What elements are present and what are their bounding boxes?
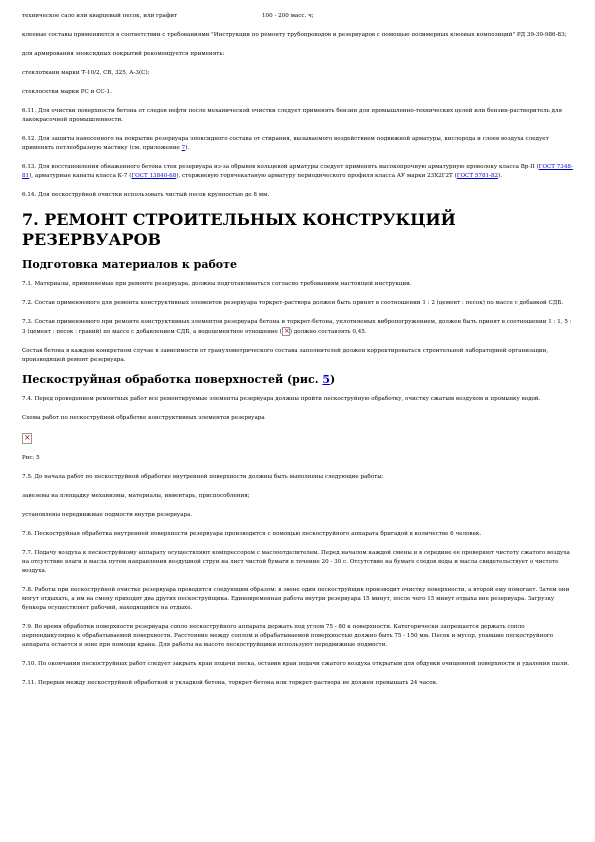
subsection-title-sandblasting (22, 373, 575, 387)
text: ) (330, 373, 336, 386)
paragraph-7-6: 7.6. Пескоструйная обработка внутренней поверхности резервуара производится с помощью пескоструйного аппарата бригадой в количестве 6 человек. (22, 531, 482, 537)
gost-link-5781[interactable]: ГОСТ 5781-82 (456, 173, 499, 179)
paragraph-7-1: 7.1. Материалы, применяемые при ремонте резервуара, должны подготавливаться согласно требованиям настоящей инструкции. (22, 281, 412, 287)
broken-image-icon (282, 327, 290, 336)
appendix-link[interactable]: 7 (181, 145, 186, 151)
paragraph-7-8: 7.8. Работы при пескоструйной очистке резервуара проводятся следующим образом: в звене один пескоструйщик производит очистку поверхности, а второй ему помогает. Затем они могут отдыхать, а им на смену приходят два других пескоструйщика. Единовременная работа внутри резервуара 15 минут, после чего 15 минут отдыха вне резервуара. Загрузку бункера осуществляет рабочий, находящийся на отдыхе. (22, 587, 570, 611)
paragraph-7-10: 7.10. По окончании пескоструйных работ следует закрыть кран подачи песка, оставив кран подачи сжатого воздуха открытым для обдувки очищенной поверхности и удаления пыли. (22, 661, 570, 667)
text: ). (185, 145, 190, 151)
text: ), стержневую горячекатаную арматуру периодического профиля класса АУ марки 23Х2Г2Т ( (176, 173, 457, 179)
gost-link-7348[interactable]: ГОСТ 7348-81 (22, 164, 573, 179)
figure-link[interactable]: 5 (322, 373, 331, 386)
section-title: 7. РЕМОНТ СТРОИТЕЛЬНЫХ КОНСТРУКЦИЙ РЕЗЕРВУАРОВ (22, 210, 456, 249)
gost-link-13840[interactable]: ГОСТ 13840-68 (131, 173, 177, 179)
paragraph: клеевые составы применяются в соответствии с требованиями "Инструкции по ремонту трубопроводов и резервуаров с помощью полимерных клеевых композиций" РД 39-30-986-83; (22, 32, 567, 38)
figure-caption: Рис. 5 (22, 455, 40, 461)
paragraph-7-4: 7.4. Перед проведением ремонтных работ все ремонтируемые элементы резервуара должны пройти пескоструйную обработку, очистку сжатым воздухом и промывку водой. (22, 396, 541, 402)
paragraph: стеклосетки марки РС и СС-1. (22, 89, 112, 95)
text: ) должно составлять 0,45. (289, 329, 367, 335)
paragraph-7-2: 7.2. Состав применяемого для ремонта конструктивных элементов резервуара торкрет-раствора должен быть принят в соотношении 1 : 2 (цемент : песок) по массе с добавкой СДБ. (22, 300, 564, 306)
paragraph: стеклоткани марки Т-10/2, СВ, 325, А-3(С); (22, 70, 150, 76)
paragraph-7-3-note: Состав бетона в каждом конкретном случае в зависимости от гранулометрического состава заполнителей должен корректироваться строительной лабораторией организации, производящей ремонт резервуара. (22, 348, 549, 363)
paragraph-7-7: 7.7. Подачу воздуха к пескоструйному аппарату осуществляют компрессором с маслоотделителем. Перед началом каждой смены и в середине ее проверяют чистоту сжатого воздуха на отсутствие влаги и масла путем направления воздушной струи на лист чистой бумаги в течение 20 - 30 с. Отсутствие на бумаге следов воды и масла свидетельствует о чистоте воздуха. (22, 550, 570, 574)
paragraph: для армирования эпоксидных покрытий рекомендуется применять: (22, 51, 225, 57)
material-value: 100 - 200 масс. ч; (262, 13, 314, 19)
scheme-caption: Схема работ по пескоструйной обработке конструктивных элементов резервуара (22, 415, 265, 421)
subsection-title-materials: Подготовка материалов к работе (22, 258, 237, 271)
text: ). (498, 173, 503, 179)
paragraph-7-9: 7.9. Во время обработки поверхности резервуара сопло пескоструйного аппарата держать под углом 75 - 80 к поверхности. Категорически запрещается держать сопло перпендикулярно к обрабатываемой поверхности. Расстояние между соплом и обрабатываемой поверхностью должно быть 75 - 150 мм. Песок и мусор, упавшие пескоструйного аппарата остается в зоне при помощи крана. Для работы на высоте пескоструйщики используют передвижные подмости. (22, 624, 554, 648)
material-label: техническое сало или кварцевый песок, или графит (22, 13, 178, 19)
paragraph-6-14: 6.14. Для пескоструйной очистки использовать чистый песок крупностью до 8 мм. (22, 192, 270, 198)
text: 6.12. Для защиты нанесенного на покрытие резервуара эпоксидного состава от стирания, вызываемого воздействием подвижной арматуры, кислорода и слоев воздуха следует применять петлеобразную мастику (см. приложение (22, 136, 549, 151)
paragraph-6-13 (22, 163, 575, 181)
paragraph-7-5-item: завезены на площадку механизмы, материалы, инвентарь, приспособления; (22, 493, 250, 499)
paragraph-7-5: 7.5. До начала работ по пескоструйной обработке внутренней поверхности должны быть выполнены следующие работы: (22, 474, 384, 480)
text: 7.3. Состав применяемого при ремонте конструктивных элементов резервуара бетона и торкрет-бетона, уплотняемых вибропогружением, должен быть принят в соотношении 1 : 1, 5 : 3 (цемент : песок : гравий) по массе с добавлением СДБ, а водоцементное отношение ( (22, 319, 572, 335)
text: 6.13. Для восстановления обнаженного бетона стен резервуара из-за обрывов кольцевой арматуры следует применять высокопрочную арматурную проволоку класса Вр-II ( (22, 164, 539, 170)
material-row (22, 12, 575, 21)
text: Пескоструйная обработка поверхностей (рис. (22, 373, 323, 386)
paragraph-6-12 (22, 135, 575, 153)
text: ), арматурные канаты класса К-7 ( (29, 173, 132, 179)
paragraph-7-3 (22, 318, 575, 337)
broken-image-icon (22, 433, 32, 444)
paragraph-6-11: 6.11. Для очистки поверхности бетона от следов нефти после механической очистки следует применять бензин для промышленно-технических целей или бензин-растворитель для лакокрасочной промышленности. (22, 108, 563, 123)
paragraph-7-11: 7.11. Перерыв между пескоструйной обработкой и укладкой бетона, торкрет-бетона или торкрет-раствора не должен превышать 24 часов. (22, 680, 438, 686)
paragraph-7-5-item: установлены передвижные подмости внутри резервуара. (22, 512, 193, 518)
